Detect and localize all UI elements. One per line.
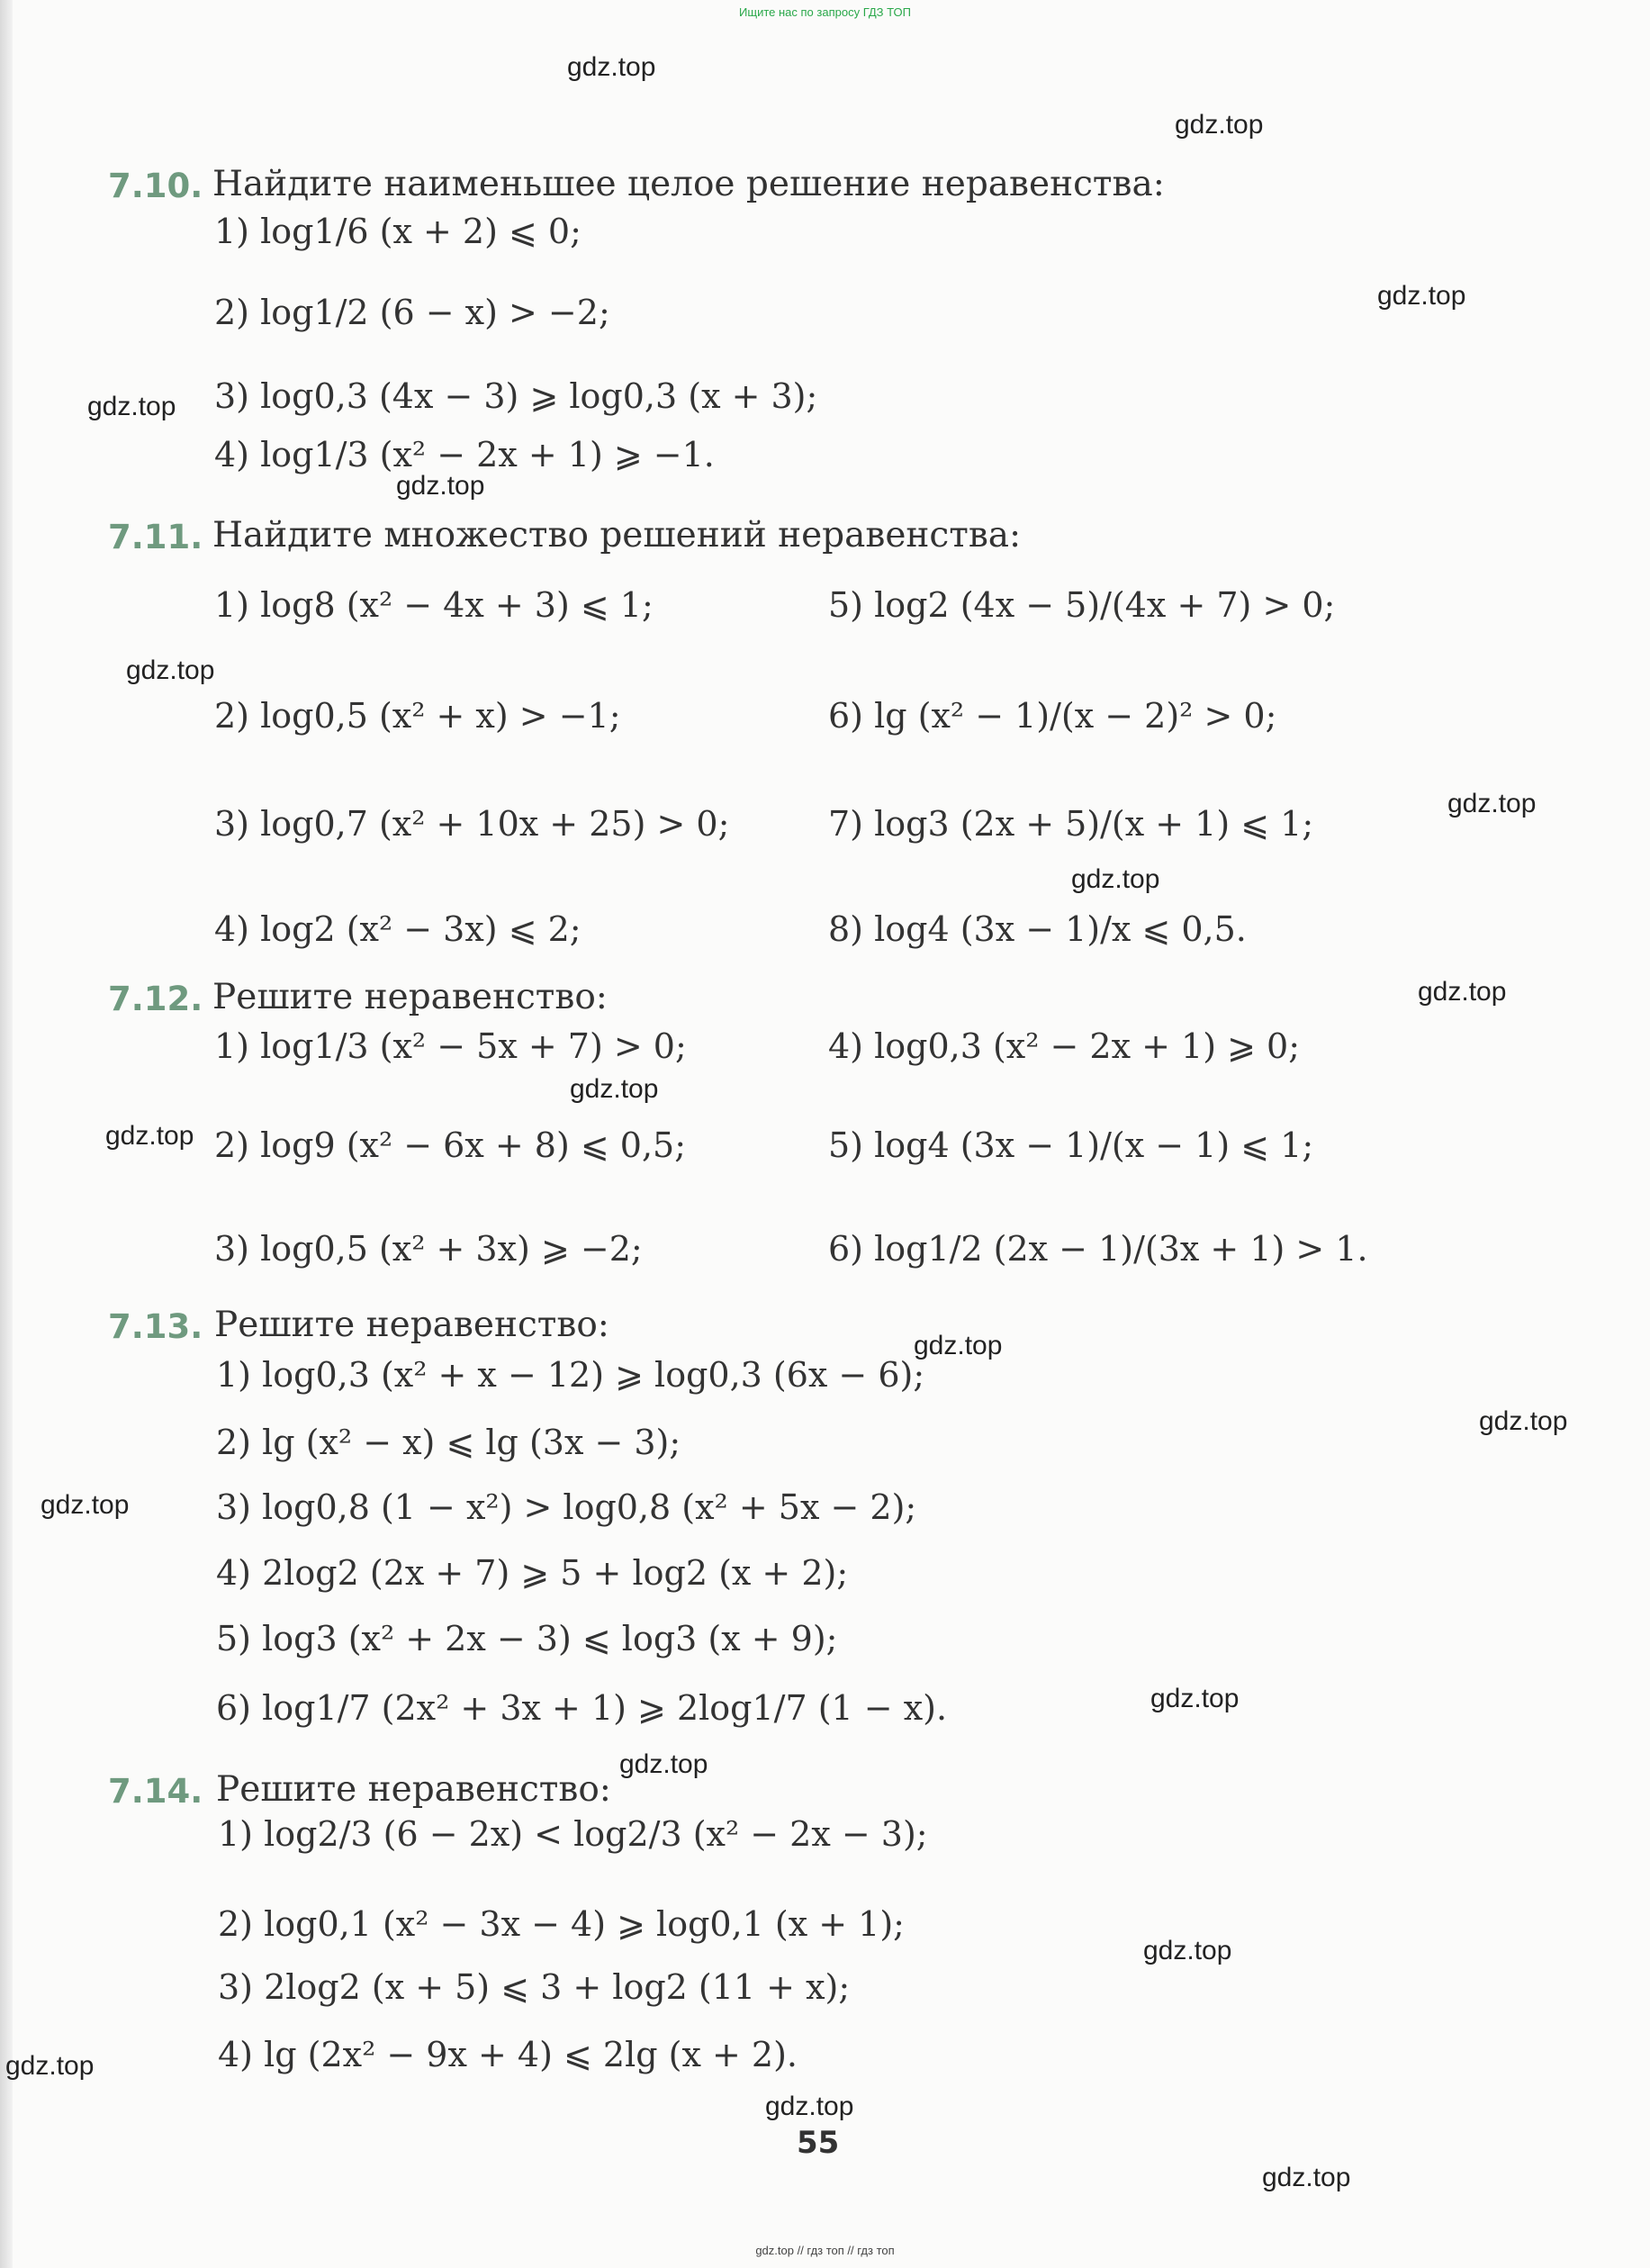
exercise-item: 6) log1/7 (2x² + 3x + 1) ⩾ 2log1/7 (1 − x). [216,1688,948,1728]
watermark: gdz.top [765,2092,854,2121]
exercise-item: 2) log1/2 (6 − x) > −2; [214,293,610,332]
exercise-title: Решите неравенство: [212,977,608,1017]
watermark: gdz.top [1150,1684,1240,1713]
exercise-item: 3) log0,7 (x² + 10x + 25) > 0; [214,804,730,844]
watermark: gdz.top [41,1490,130,1520]
exercise-item: 3) log0,5 (x² + 3x) ⩾ −2; [214,1229,643,1269]
watermark: gdz.top [1479,1406,1568,1436]
exercise-item: 7) log3 (2x + 5)/(x + 1) ⩽ 1; [828,804,1314,844]
exercise-number: 7.13. [108,1307,203,1346]
exercise-item: 5) log4 (3x − 1)/(x − 1) ⩽ 1; [828,1125,1314,1165]
footer-banner: gdz.top // гдз топ // гдз топ [755,2244,895,2257]
watermark: gdz.top [126,655,215,685]
watermark: gdz.top [1377,281,1466,311]
exercise-item: 3) 2log2 (x + 5) ⩽ 3 + log2 (11 + x); [218,1967,851,2007]
page-binding-shadow [0,0,13,2268]
watermark: gdz.top [1262,2163,1351,2192]
exercise-item: 5) log3 (x² + 2x − 3) ⩽ log3 (x + 9); [216,1619,838,1658]
exercise-item: 6) lg (x² − 1)/(x − 2)² > 0; [828,696,1277,736]
watermark: gdz.top [1175,110,1264,140]
exercise-item: 8) log4 (3x − 1)/x ⩽ 0,5. [828,909,1247,949]
watermark: gdz.top [1143,1936,1232,1965]
watermark: gdz.top [567,52,656,82]
exercise-item: 4) 2log2 (2x + 7) ⩾ 5 + log2 (x + 2); [216,1553,849,1593]
watermark: gdz.top [619,1749,708,1779]
watermark: gdz.top [1071,864,1160,894]
exercise-item: 4) log1/3 (x² − 2x + 1) ⩾ −1. [214,435,715,474]
watermark: gdz.top [105,1121,194,1151]
exercise-item: 1) log2/3 (6 − 2x) < log2/3 (x² − 2x − 3); [218,1814,928,1854]
exercise-item: 2) log0,5 (x² + x) > −1; [214,696,621,736]
watermark: gdz.top [87,392,176,421]
exercise-number: 7.12. [108,980,203,1018]
exercise-item: 4) log2 (x² − 3x) ⩽ 2; [214,909,582,949]
exercise-item: 1) log1/3 (x² − 5x + 7) > 0; [214,1026,687,1066]
exercise-item: 1) log0,3 (x² + x − 12) ⩾ log0,3 (6x − 6); [216,1355,925,1395]
exercise-item: 2) log9 (x² − 6x + 8) ⩽ 0,5; [214,1125,687,1165]
watermark: gdz.top [570,1074,659,1104]
exercise-number: 7.11. [108,518,203,556]
exercise-item: 5) log2 (4x − 5)/(4x + 7) > 0; [828,585,1336,625]
watermark: gdz.top [1447,789,1537,818]
exercise-item: 4) log0,3 (x² − 2x + 1) ⩾ 0; [828,1026,1301,1066]
exercise-item: 3) log0,8 (1 − x²) > log0,8 (x² + 5x − 2); [216,1487,917,1527]
exercise-item: 6) log1/2 (2x − 1)/(3x + 1) > 1. [828,1229,1368,1269]
watermark: gdz.top [1418,977,1507,1007]
exercise-title: Найдите множество решений неравенства: [212,515,1022,556]
page-number: 55 [797,2125,840,2161]
exercise-title: Решите неравенство: [214,1305,609,1345]
watermark: gdz.top [5,2051,95,2081]
exercise-item: 2) lg (x² − x) ⩽ lg (3x − 3); [216,1423,681,1462]
exercise-item: 1) log8 (x² − 4x + 3) ⩽ 1; [214,585,654,625]
watermark: gdz.top [914,1331,1003,1360]
exercise-item: 2) log0,1 (x² − 3x − 4) ⩾ log0,1 (x + 1); [218,1904,905,1944]
exercise-number: 7.10. [108,167,203,205]
exercise-item: 4) lg (2x² − 9x + 4) ⩽ 2lg (x + 2). [218,2035,798,2074]
exercise-title: Решите неравенство: [216,1769,611,1810]
exercise-number: 7.14. [108,1772,203,1811]
exercise-item: 1) log1/6 (x + 2) ⩽ 0; [214,212,582,251]
exercise-title: Найдите наименьшее целое решение неравенства: [212,164,1165,204]
watermark: gdz.top [396,471,485,501]
header-banner: Ищите нас по запросу ГДЗ ТОП [739,5,911,19]
exercise-item: 3) log0,3 (4x − 3) ⩾ log0,3 (x + 3); [214,376,818,416]
